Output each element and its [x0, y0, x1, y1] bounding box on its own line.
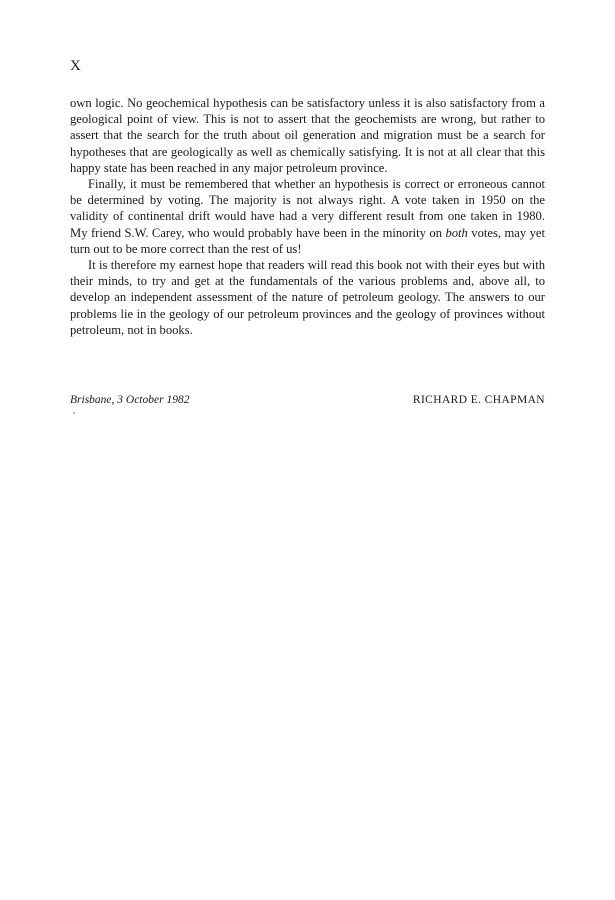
body-text	[70, 95, 545, 338]
place-date: Brisbane, 3 October 1982	[70, 394, 190, 406]
paragraph-2-text-b: votes, may yet turn out to be more correct than the rest of us!	[70, 225, 545, 256]
author-name: RICHARD E. CHAPMAN	[412, 394, 545, 406]
paragraph-2	[70, 176, 545, 257]
paragraph-1: own logic. No geochemical hypothesis can be satisfactory unless it is also satisfactory from a geological point of view. This is not to assert that the geochemists are wrong, but rather to assert that the search for the truth about oil generation and migration must be a search for hypotheses that are geologically as well as chemically satisfying. It is not at all clear that this happy state has been reached in any major petroleum province.	[70, 96, 545, 175]
paragraph-2-text-a: Finally, it must be remembered that whether an hypothesis is correct or erroneous cannot be determined by voting. The majority is not always right. A vote taken in 1950 on the validity of continental drift would have had a very different result from one taken in 1980. My friend S.W. Carey, who would probably have been in the minority on	[70, 177, 545, 240]
signature-row	[70, 394, 545, 406]
scan-speck	[73, 412, 75, 414]
emphasis-both: both	[445, 225, 468, 240]
paragraph-3: It is therefore my earnest hope that readers will read this book not with their eyes but with their minds, to try and get at the fundamentals of the various problems and, above all, to develop an independent assessment of the nature of petroleum geology. The answers to our problems lie in the geology of our petroleum provinces and the geology of provinces without petroleum, not in books.	[70, 258, 545, 337]
page-number: X	[70, 58, 82, 74]
